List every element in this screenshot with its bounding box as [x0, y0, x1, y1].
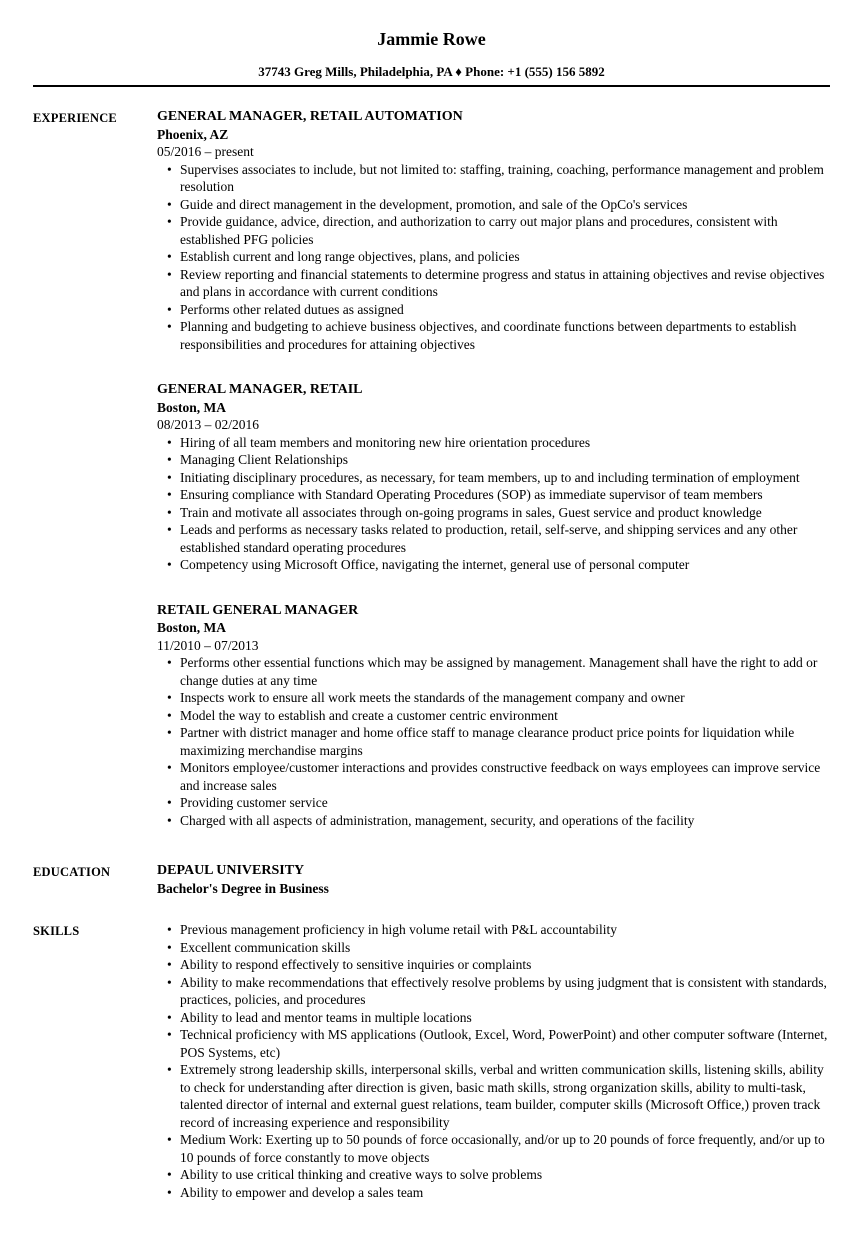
experience-section: [33, 108, 830, 829]
skills-section-label: SKILLS: [33, 924, 80, 938]
bullet-item: • Ability to use critical thinking and creative ways to solve problems: [157, 1166, 830, 1184]
bullet-item: • Leads and performs as necessary tasks related to production, retail, self-serve, and shipping services and any other established standard operating procedures: [157, 521, 830, 556]
bullet-item: • Ability to respond effectively to sensitive inquiries or complaints: [157, 956, 830, 974]
bullet-item: • Initiating disciplinary procedures, as necessary, for team members, up to and including termination of employment: [157, 469, 830, 487]
bullet-item: • Model the way to establish and create a customer centric environment: [157, 707, 830, 725]
bullet-item: • Hiring of all team members and monitoring new hire orientation procedures: [157, 434, 830, 452]
skills-content: [157, 921, 830, 1201]
job-entry-2: [157, 381, 830, 574]
bullet-item: • Partner with district manager and home office staff to manage clearance product price points for liquidation while maximizing merchandise margins: [157, 724, 830, 759]
bullet-item: • Performs other essential functions which may be assigned by management. Management shall have the right to add or change duties at any time: [157, 654, 830, 689]
bullet-item: • Establish current and long range objectives, plans, and policies: [157, 248, 830, 266]
job-dates: 08/2013 – 02/2016: [157, 417, 260, 432]
school-name: DEPAUL UNIVERSITY: [157, 863, 305, 878]
bullet-item: • Ability to lead and mentor teams in multiple locations: [157, 1009, 830, 1027]
job-location: Phoenix, AZ: [157, 126, 229, 142]
bullet-item: • Ensuring compliance with Standard Operating Procedures (SOP) as immediate supervisor of team members: [157, 486, 830, 504]
bullet-item: • Excellent communication skills: [157, 939, 830, 957]
contact-line: 37743 Greg Mills, Philadelphia, PA ♦ Phone: +1 (555) 156 5892: [258, 64, 605, 79]
job-location: Boston, MA: [157, 399, 227, 415]
job-title: GENERAL MANAGER, RETAIL AUTOMATION: [157, 109, 463, 124]
job-title: GENERAL MANAGER, RETAIL: [157, 382, 363, 397]
bullet-item: • Performs other related dutues as assigned: [157, 301, 830, 319]
job-dates: 11/2010 – 07/2013: [157, 637, 259, 653]
job-entry-3: [157, 602, 830, 830]
experience-content: [157, 108, 830, 829]
bullet-item: • Extremely strong leadership skills, interpersonal skills, verbal and written communication skills, listening skills, ability to check for understanding after direction is given, basic math skills, strong organization skills, ability to multi-task, talented director of internal and external guest relations, team builder, computer skills (Microsoft Office,) proven track record of increasing experience and responsibility: [157, 1061, 830, 1131]
experience-section-label: EXPERIENCE: [33, 111, 117, 125]
job-location: Boston, MA: [157, 620, 227, 635]
skills-bullet-list: [157, 921, 830, 1201]
skills-section: [33, 921, 830, 1201]
bullet-item: • Charged with all aspects of administration, management, security, and operations of the facility: [157, 812, 830, 830]
education-content: [157, 862, 830, 897]
header-divider: [33, 85, 830, 87]
bullet-item: • Previous management proficiency in high volume retail with P&L accountability: [157, 921, 830, 939]
bullet-item: • Train and motivate all associates through on-going programs in sales, Guest service and product knowledge: [157, 504, 830, 522]
job-entry-1: [157, 108, 830, 353]
bullet-item: • Providing customer service: [157, 794, 830, 812]
job-bullet-list: [157, 654, 830, 829]
bullet-item: • Competency using Microsoft Office, navigating the internet, general use of personal computer: [157, 556, 830, 574]
bullet-item: • Ability to empower and develop a sales team: [157, 1184, 830, 1202]
bullet-item: • Ability to make recommendations that effectively resolve problems by using judgment that is consistent with standards, practices, policies, and procedures: [157, 974, 830, 1009]
bullet-item: • Provide guidance, advice, direction, and authorization to carry out major plans and procedures, consistent with established PFG policies: [157, 213, 830, 248]
job-title: RETAIL GENERAL MANAGER: [157, 602, 359, 618]
education-section-label: EDUCATION: [33, 865, 111, 879]
job-bullet-list: [157, 434, 830, 574]
bullet-item: • Technical proficiency with MS applications (Outlook, Excel, Word, PowerPoint) and other computer software (Internet, POS Systems, etc): [157, 1026, 830, 1061]
degree-name: Bachelor's Degree in Business: [157, 880, 329, 896]
job-dates: 05/2016 – present: [157, 144, 254, 159]
education-section: [33, 862, 830, 897]
job-bullet-list: [157, 161, 830, 354]
bullet-item: • Inspects work to ensure all work meets the standards of the management company and owner: [157, 689, 830, 707]
bullet-item: • Managing Client Relationships: [157, 451, 830, 469]
person-name: Jammie Rowe: [377, 29, 486, 49]
bullet-item: • Review reporting and financial statements to determine progress and status in attaining objectives and revise objectives and plans in accordance with current conditions: [157, 266, 830, 301]
bullet-item: • Planning and budgeting to achieve business objectives, and coordinate functions between departments to establish responsibilities and procedures for attaining objectives: [157, 318, 830, 353]
bullet-item: • Supervises associates to include, but not limited to: staffing, training, coaching, performance management and problem resolution: [157, 161, 830, 196]
bullet-item: • Guide and direct management in the development, promotion, and sale of the OpCo's services: [157, 196, 830, 214]
bullet-item: • Monitors employee/customer interactions and provides constructive feedback on ways employees can improve service and increase sales: [157, 759, 830, 794]
bullet-item: • Medium Work: Exerting up to 50 pounds of force occasionally, and/or up to 20 pounds of force frequently, and/or up to 10 pounds of force constantly to move objects: [157, 1131, 830, 1166]
